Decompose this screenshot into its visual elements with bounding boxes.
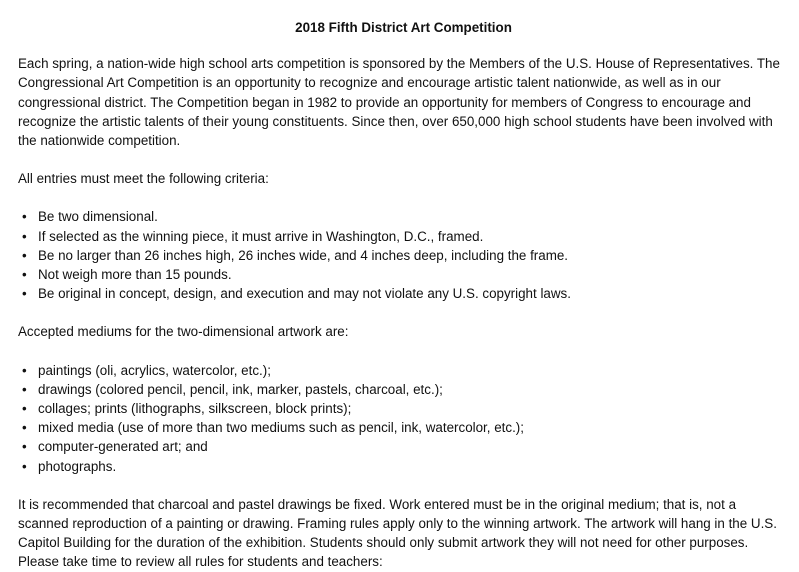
criteria-list — [18, 207, 789, 303]
list-item: • mixed media (use of more than two mediums such as pencil, ink, watercolor, etc.); — [18, 418, 789, 437]
bullet-icon: • — [22, 362, 27, 378]
bullet-icon: • — [22, 458, 27, 474]
bullet-icon: • — [22, 401, 27, 417]
bullet-icon: • — [22, 420, 27, 436]
bullet-icon: • — [22, 439, 27, 455]
bullet-icon: • — [22, 209, 27, 225]
bullet-icon: • — [22, 267, 27, 283]
closing-paragraph: It is recommended that charcoal and pastel drawings be fixed. Work entered must be in the original medium; that is, not a scanned reproduction of a painting or drawing. Framing rules apply only to the winning artwork. The artwork will hang in the U.S. Capitol Building for the duration of the exhibition. Students should only submit artwork they will not need for other purposes. Please take time to review all rules for students and teachers: — [18, 496, 777, 570]
list-item: • If selected as the winning piece, it must arrive in Washington, D.C., framed. — [18, 227, 789, 246]
list-item: • Be original in concept, design, and execution and may not violate any U.S. copyright laws. — [18, 284, 789, 303]
list-item: • drawings (colored pencil, pencil, ink, marker, pastels, charcoal, etc.); — [18, 380, 789, 399]
bullet-icon: • — [22, 381, 27, 397]
bullet-icon: • — [22, 228, 27, 244]
list-item: • computer-generated art; and — [18, 437, 789, 456]
list-item: • Not weigh more than 15 pounds. — [18, 265, 789, 284]
list-item: • Be no larger than 26 inches high, 26 inches wide, and 4 inches deep, including the frame. — [18, 246, 789, 265]
intro-paragraph: Each spring, a nation-wide high school arts competition is sponsored by the Members of the U.S. House of Representatives. The Congressional Art Competition is an opportunity to recognize and encourage artistic talent nationwide, as well as in our congressional district. The Competition began in 1982 to provide an opportunity for members of Congress to encourage and recognize the artistic talents of their young constituents. Since then, over 650,000 high school students have been involved with the nationwide competition. — [18, 56, 780, 149]
mediums-heading: Accepted mediums for the two-dimensional artwork are: — [18, 324, 349, 340]
bullet-icon: • — [22, 247, 27, 263]
bullet-icon: • — [22, 286, 27, 302]
list-item: • paintings (oli, acrylics, watercolor, etc.); — [18, 361, 789, 380]
list-item: • collages; prints (lithographs, silkscreen, block prints); — [18, 399, 789, 418]
list-item: • Be two dimensional. — [18, 207, 789, 226]
page-title: 2018 Fifth District Art Competition — [295, 20, 512, 35]
mediums-list — [18, 361, 789, 476]
criteria-heading: All entries must meet the following criteria: — [18, 171, 269, 187]
list-item: • photographs. — [18, 457, 789, 476]
